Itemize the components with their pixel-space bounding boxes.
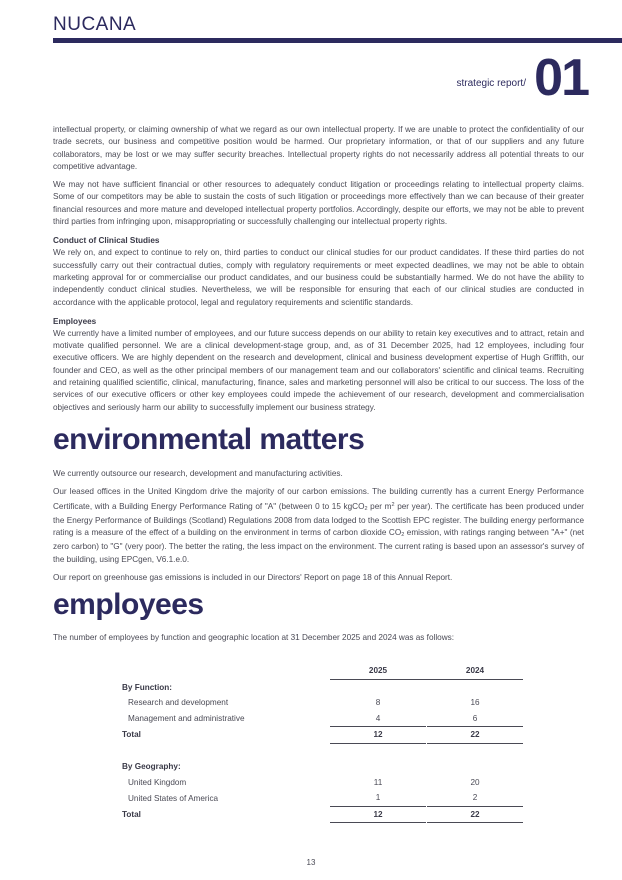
page-number: 13 [306, 858, 316, 867]
paragraph: intellectual property, or claiming ownership of what we regard as our own intellectual property. If we are unable to protect the confidentiality of our trade secrets, our business and competitive position would be harmed. Our proprietary information, or that of our suppliers and any future collaborators, may be lost or we may suffer security breaches. Intellectual property rights do not necessarily address all potential threats to our competitive advantage. [53, 125, 584, 171]
paragraph: We may not have sufficient financial or other resources to adequately conduct litigation or proceedings relating to intellectual property claims. Some of our competitors may be able to sustain the costs of such litigation or proceedings more effectively than we can because of their greater financial resources and more mature and developed intellectual property portfolios. Accordingly, despite our efforts, we may not be able to prevent third parties from infringing upon, misappropriating or successfully challenging our intellectual property rights. [53, 180, 584, 227]
section-tag: strategic report/ [456, 78, 526, 89]
table-row: By Function: [122, 682, 173, 692]
table-row: United Kingdom 11 20 [128, 777, 480, 787]
nucana-logo: NUCANA [53, 14, 137, 35]
table-row-total: Total 12 22 [122, 806, 523, 823]
employees-table [122, 663, 523, 823]
paragraph: Our report on greenhouse gas emissions is included in our Directors' Report on page 18 of this Annual Report. [53, 573, 453, 583]
table-row: United States of America 1 2 [128, 793, 478, 803]
section-number: 01 [534, 49, 588, 107]
table-row-total: Total 12 22 [122, 727, 523, 744]
paragraph-epc: Our leased offices in the United Kingdom drive the majority of our carbon emissions. The building currently has a current Energy Performance Certificate, with a Building Energy Performance Rating of "A" (between 0 to 15 kgCO$_2$ per $m^2$ per year). The certificate has been produced under the Energy Performance of Buildings (Scotland) Regulations 2008 from data lodged to the Scottish EPC register. The building energy performance rating is a measure of the effect of a building on the environment in terms of carbon dioxide $CO_2$ emission, with ratings ranging between "A+" (net zero carbon) to "G" (very poor). The better the rating, the less impact on the environment. The current rating is based upon an assessor's survey of the building, using EPCgen, V6.1.e.0. [53, 487, 584, 564]
col-2024: 2024 [427, 663, 523, 679]
employees-intro: The number of employees by function and geographic location at 31 December 2025 and 2024 was as follows: [53, 633, 454, 642]
subheading-clinical-studies: Conduct of Clinical Studies [53, 236, 160, 246]
table-row: By Geography: [122, 762, 181, 772]
paragraph: We currently have a limited number of employees, and our future success depends on our ability to retain key executives and to attract, retain and motivate qualified personnel. We are a clinical development-stage group, and, as of 31 December 2025, had 12 employees, including four executive officers. We are highly dependent on the research and development, clinical and business development expertise of Hugh Griffith, our founder and CEO, as well as the other principal members of our management team and our collaborators' scientific and clinical teams. Recruiting and retaining qualified scientific, clinical, manufacturing, finance, sales and marketing personnel will also be critical to our success. The loss of the services of our executive officers or other key employees could impede the achievement of our research, development and commercialisation objectives and seriously harm our ability to successfully implement our business strategy. [53, 328, 584, 412]
col-2025: 2025 [330, 663, 426, 679]
table-header-row [122, 663, 523, 679]
subheading-employees: Employees [53, 316, 97, 326]
table-row: Management and administrative 4 6 [128, 713, 478, 723]
paragraph: We rely on, and expect to continue to rely on, third parties to conduct our clinical studies for our product candidates. If these third parties do not successfully carry out their contractual duties, comply with regulatory requirements or meet expected deadlines, we may not be able to obtain marketing approval for or commercialise our product candidates, and our business could be substantially harmed. We do not have the ability to independently conduct clinical studies. Nevertheless, we will be responsible for ensuring that each of our clinical studies are conducted in accordance with the applicable protocol, legal and regulatory requirements and scientific standards. [53, 248, 584, 307]
header-rule [53, 38, 622, 43]
paragraph: We currently outsource our research, development and manufacturing activities. [53, 469, 343, 478]
environment-text [53, 468, 584, 590]
environmental-matters-heading: environmental matters [53, 423, 365, 456]
table-row: Research and development 8 16 [128, 698, 480, 708]
risk-text [53, 124, 584, 420]
employees-heading: employees [53, 588, 204, 621]
